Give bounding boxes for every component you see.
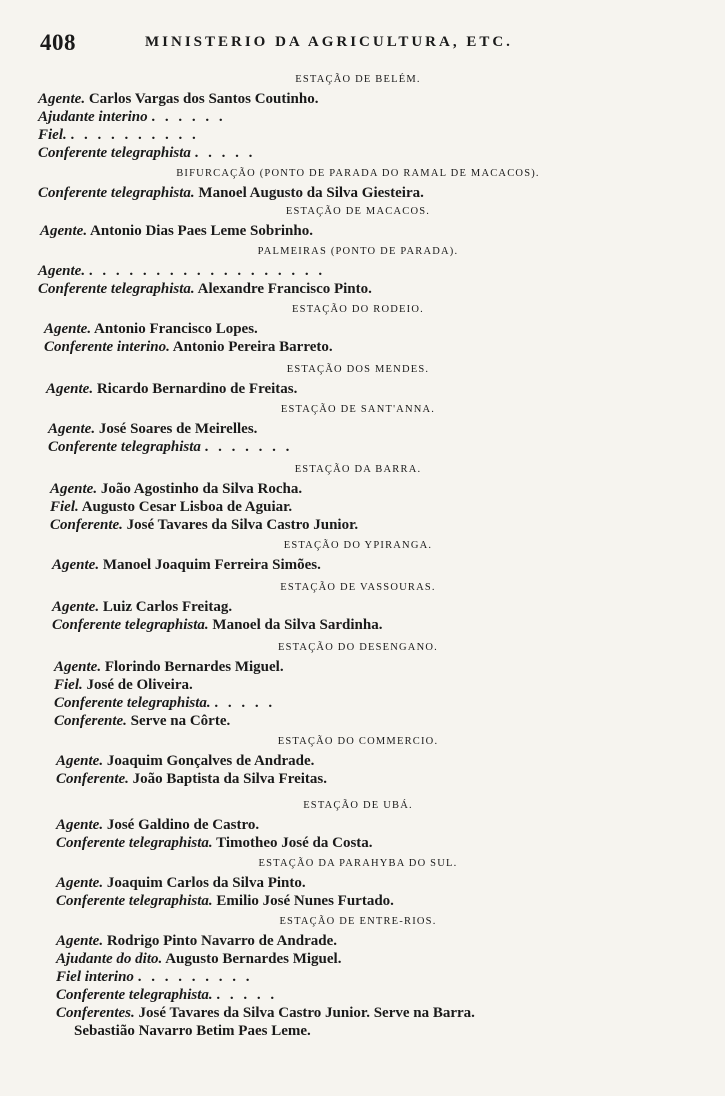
staff-entry — [38, 126, 678, 144]
staff-name: Ricardo Bernardino de Freitas. — [96, 381, 298, 397]
staff-name: Emilio José Nunes Furtado. — [216, 893, 394, 909]
staff-role: Fiel. — [38, 127, 67, 143]
station-heading: ESTAÇÃO DO COMMERCIO. — [277, 736, 439, 747]
staff-entry — [38, 676, 678, 694]
staff-entry — [38, 320, 678, 338]
staff-role: Agente. — [52, 599, 100, 615]
leader-dots: . . . . . — [194, 145, 256, 161]
staff-role: Agente. — [52, 557, 100, 573]
staff-name: Timotheo José da Costa. — [216, 835, 373, 851]
staff-entry — [38, 338, 678, 356]
staff-role: Agente. — [56, 933, 104, 949]
staff-entry — [38, 1004, 678, 1022]
staff-role: Agente. — [54, 659, 102, 675]
station-heading: ESTAÇÃO DE VASSOURAS. — [280, 582, 436, 593]
staff-role: Conferente. — [50, 517, 123, 533]
staff-role: Conferente telegraphista. — [52, 617, 209, 633]
staff-role: Ajudante interino — [38, 109, 148, 125]
staff-name: Antonio Dias Paes Leme Sobrinho. — [90, 223, 313, 239]
staff-name: José Tavares da Silva Castro Junior. — [126, 517, 359, 533]
staff-role: Agente. — [48, 421, 96, 437]
station-heading: ESTAÇÃO DO YPIRANGA. — [283, 540, 433, 551]
staff-role: Conferente telegraphista. — [56, 987, 213, 1003]
document-body — [38, 70, 678, 1040]
staff-name: Augusto Cesar Lisboa de Aguiar. — [81, 499, 293, 515]
staff-entry — [38, 770, 678, 788]
station-section — [38, 854, 678, 910]
staff-name: Antonio Francisco Lopes. — [94, 321, 258, 337]
staff-entry — [38, 986, 678, 1004]
staff-entry — [38, 968, 678, 986]
staff-entry — [38, 616, 678, 634]
station-section — [38, 912, 678, 1040]
staff-name: Manoel Joaquim Ferreira Simões. — [102, 557, 321, 573]
staff-role: Agente. — [56, 875, 104, 891]
station-section — [38, 460, 678, 534]
station-section — [38, 732, 678, 788]
staff-name: Joaquim Gonçalves de Andrade. — [106, 753, 315, 769]
running-title: MINISTERIO DA AGRICULTURA, ETC. — [145, 34, 513, 50]
staff-entry — [38, 380, 678, 398]
station-heading: ESTAÇÃO DA BARRA. — [294, 464, 422, 475]
staff-role: Agente. — [56, 753, 104, 769]
staff-role: Fiel. — [54, 677, 83, 693]
station-heading: ESTAÇÃO DOS MENDES. — [286, 364, 430, 375]
staff-name: Alexandre Francisco Pinto. — [197, 281, 372, 297]
staff-role: Agente. — [46, 381, 94, 397]
staff-name: Joaquim Carlos da Silva Pinto. — [106, 875, 306, 891]
staff-role: Conferente telegraphista. — [38, 281, 195, 297]
staff-role: Conferente. — [56, 771, 129, 787]
staff-name: José de Oliveira. — [86, 677, 193, 693]
staff-entry — [38, 420, 678, 438]
station-section — [38, 70, 678, 162]
station-heading: ESTAÇÃO DE BELÉM. — [295, 74, 421, 85]
staff-name: José Galdino de Castro. — [106, 817, 260, 833]
staff-name: Serve na Côrte. — [130, 713, 231, 729]
staff-name: Augusto Bernardes Miguel. — [165, 951, 342, 967]
staff-name: Manoel da Silva Sardinha. — [212, 617, 383, 633]
leader-dots: . . . . . — [214, 695, 276, 711]
staff-entry — [38, 480, 678, 498]
staff-entry — [38, 438, 678, 456]
staff-role: Ajudante do dito. — [56, 951, 163, 967]
staff-name: José Tavares da Silva Castro Junior. Serve na Barra. — [138, 1005, 475, 1021]
station-heading: ESTAÇÃO DO DESENGANO. — [278, 642, 438, 653]
staff-role: Fiel. — [50, 499, 79, 515]
station-heading: ESTAÇÃO DA PARAHYBA DO SUL. — [258, 858, 458, 869]
staff-name: Rodrigo Pinto Navarro de Andrade. — [106, 933, 337, 949]
page-number: 408 — [40, 30, 76, 55]
staff-role: Agente. — [44, 321, 92, 337]
staff-entry — [38, 516, 678, 534]
staff-name: Sebastião Navarro Betim Paes Leme. — [74, 1023, 311, 1039]
staff-role: Conferente telegraphista. — [38, 185, 195, 201]
staff-role: Fiel interino — [56, 969, 134, 985]
staff-role: Conferente telegraphista — [48, 439, 201, 455]
staff-role: Agente. — [40, 223, 88, 239]
staff-role: Agente. — [50, 481, 98, 497]
staff-role: Conferente telegraphista. — [54, 695, 211, 711]
station-heading: ESTAÇÃO DO RODEIO. — [292, 304, 424, 315]
staff-entry — [38, 658, 678, 676]
station-section — [38, 164, 678, 202]
staff-name: José Soares de Meirelles. — [98, 421, 258, 437]
staff-entry — [38, 752, 678, 770]
station-heading: ESTAÇÃO DE SANT'ANNA. — [280, 404, 436, 415]
staff-entry — [38, 694, 678, 712]
staff-name: Antonio Pereira Barreto. — [172, 339, 333, 355]
staff-entry — [38, 950, 678, 968]
staff-entry — [38, 598, 678, 616]
station-heading: PALMEIRAS (PONTO DE PARADA). — [257, 246, 459, 257]
staff-role: Agente. — [56, 817, 104, 833]
staff-name: João Baptista da Silva Freitas. — [132, 771, 327, 787]
leader-dots: . . . . . . . — [204, 439, 293, 455]
station-section — [38, 202, 678, 240]
staff-name: Manoel Augusto da Silva Giesteira. — [198, 185, 424, 201]
staff-role: Conferente interino. — [44, 339, 170, 355]
staff-role: Agente. — [38, 263, 86, 279]
page-header — [40, 30, 680, 60]
staff-role: Agente. — [38, 91, 86, 107]
station-section — [38, 242, 678, 298]
staff-entry — [38, 144, 678, 162]
staff-entry — [38, 874, 678, 892]
staff-role: Conferente. — [54, 713, 127, 729]
staff-entry — [38, 816, 678, 834]
staff-entry — [38, 498, 678, 516]
staff-entry — [38, 712, 678, 730]
staff-entry — [38, 834, 678, 852]
staff-entry — [38, 280, 678, 298]
staff-role: Conferente telegraphista — [38, 145, 191, 161]
leader-dots: . . . . . . . . . — [137, 969, 253, 985]
staff-role: Conferente telegraphista. — [56, 893, 213, 909]
station-heading: BIFURCAÇÃO (PONTO DE PARADA DO RAMAL DE MACACOS). — [176, 168, 540, 179]
staff-entry — [38, 262, 678, 280]
leader-dots: . . . . . . . . . . — [70, 127, 199, 143]
staff-entry — [38, 222, 678, 240]
station-section — [38, 796, 678, 852]
station-section — [38, 578, 678, 634]
staff-entry — [38, 108, 678, 126]
station-section — [38, 638, 678, 730]
staff-name: Carlos Vargas dos Santos Coutinho. — [88, 91, 319, 107]
station-heading: ESTAÇÃO DE MACACOS. — [285, 206, 431, 217]
station-heading: ESTAÇÃO DE ENTRE-RIOS. — [279, 916, 437, 927]
staff-entry — [38, 892, 678, 910]
staff-name: Luiz Carlos Freitag. — [102, 599, 233, 615]
leader-dots: . . . . . — [216, 987, 278, 1003]
station-section — [38, 400, 678, 456]
staff-entry — [38, 1022, 678, 1040]
station-section — [38, 536, 678, 574]
station-heading: ESTAÇÃO DE UBÁ. — [303, 800, 413, 811]
station-section — [38, 300, 678, 356]
staff-entry — [38, 90, 678, 108]
staff-entry — [38, 932, 678, 950]
staff-name: Florindo Bernardes Miguel. — [104, 659, 284, 675]
staff-entry — [38, 184, 678, 202]
leader-dots: . . . . . . . . . . . . . . . . . . — [88, 263, 326, 279]
staff-entry — [38, 556, 678, 574]
staff-role: Conferentes. — [56, 1005, 135, 1021]
staff-name: João Agostinho da Silva Rocha. — [100, 481, 303, 497]
leader-dots: . . . . . . — [151, 109, 226, 125]
staff-role: Conferente telegraphista. — [56, 835, 213, 851]
station-section — [38, 360, 678, 398]
